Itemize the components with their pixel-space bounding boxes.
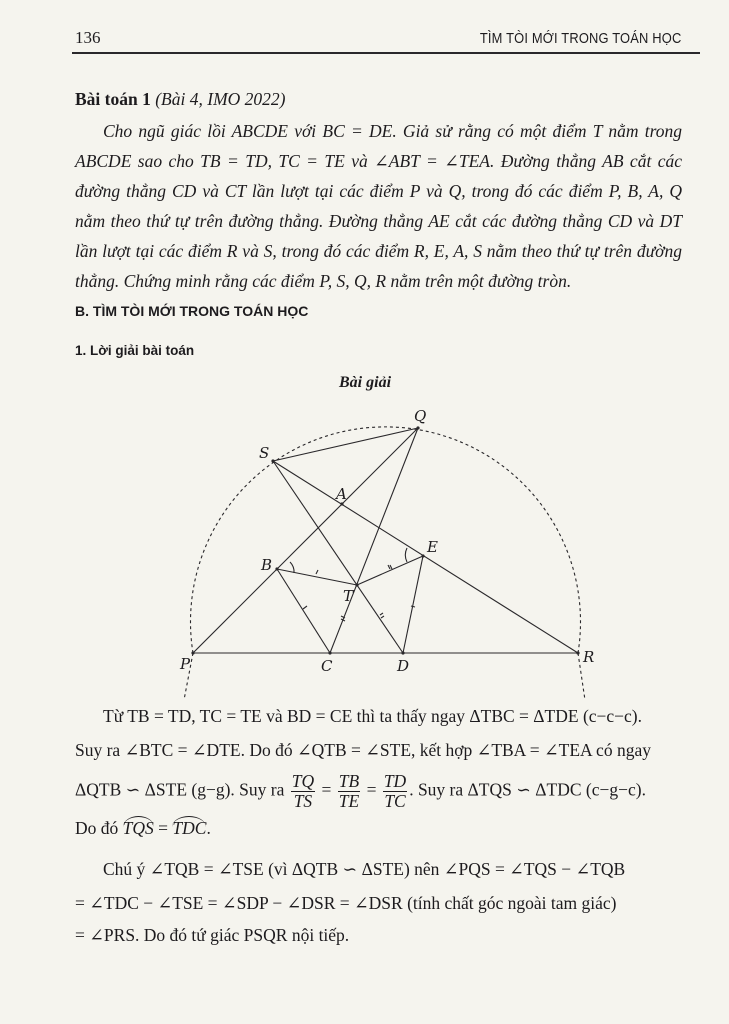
fraction-TB-TE: $\frac{TB}{TE}$ <box>338 771 360 811</box>
line-SR <box>273 461 578 653</box>
subsection-heading: 1. Lời giải bài toán <box>75 343 195 358</box>
solution-line-1: Từ TB = TD, TC = TE và BD = CE thì ta thấy ngay ΔTBC = ΔTDE (c−c−c). <box>103 706 643 726</box>
solution-line-7: = ∠PRS. Do đó tứ giác PSQR nội tiếp. <box>75 925 350 945</box>
segment-BC <box>277 569 330 653</box>
solution-line-6: = ∠TDC − ∠TSE = ∠SDP − ∠DSR = ∠DSR (tính chất góc ngoài tam giác) <box>75 893 617 913</box>
solution-line-4 <box>75 818 682 839</box>
label-E: E <box>427 538 438 556</box>
equals-sign: = <box>366 779 377 800</box>
segment-SQ <box>273 428 418 461</box>
equals-sign: = <box>321 779 332 800</box>
do-do-text: Do đó <box>75 818 119 838</box>
label-S: S <box>259 444 270 462</box>
label-B: B <box>261 556 273 574</box>
label-T: T <box>343 587 354 605</box>
label-P: P <box>180 655 191 673</box>
running-title: TÌM TÒI MỚI TRONG TOÁN HỌC <box>479 30 681 47</box>
label-R: R <box>583 648 595 666</box>
arc-TQS: TQS <box>122 818 154 838</box>
solution-line-3 <box>75 772 682 811</box>
problem-title: Bài toán 1 <box>75 89 151 109</box>
section-heading: B. TÌM TÒI MỚI TRONG TOÁN HỌC <box>75 303 309 319</box>
label-D: D <box>397 657 410 675</box>
problem-source: (Bài 4, IMO 2022) <box>155 89 286 109</box>
label-C: C <box>321 657 333 675</box>
fraction-TQ-TS: $\frac{TQ}{TS}$ <box>291 771 315 811</box>
solution-title: Bài giải <box>339 374 392 391</box>
solution-line-3-start: ΔQTB ∽ ΔSTE (g−g). Suy ra <box>75 779 285 800</box>
solution-line-3-end: . Suy ra ΔTQS ∽ ΔTDC (c−g−c). <box>409 779 646 800</box>
label-A: A <box>336 485 347 503</box>
circumcircle-arc-lower <box>184 653 585 700</box>
period: . <box>206 818 211 838</box>
segment-TE <box>357 556 423 585</box>
label-Q: Q <box>414 407 427 425</box>
equals-sign: = <box>153 818 173 838</box>
problem-statement: Cho ngũ giác lồi ABCDE với BC = DE. Giả sử rằng có một điểm T nằm trong ABCDE sao cho TB = TD, TC = TE và ∠ABT = ∠TEA. Đường thẳng AB cắt các đường thẳng CD và CT lần lượt tại các điểm P và Q, trong đó các điểm P, B, A, Q nằm theo thứ tự trên đường thẳng. Đường thẳng AE cắt các đường thẳng CD và DT lần lượt tại các điểm R và S, trong đó các điểm R, E, A, S nằm theo thứ tự trên đường thẳng. Chứng minh rằng các điểm P, S, Q, R nằm trên một đường tròn. <box>75 121 682 291</box>
solution-line-5: Chú ý ∠TQB = ∠TSE (vì ΔQTB ∽ ΔSTE) nên ∠PQS = ∠TQS − ∠TQB <box>103 859 626 879</box>
line-PQ <box>193 428 418 653</box>
equal-tick-marks <box>303 565 415 621</box>
page-number: 136 <box>75 28 101 47</box>
line-QC <box>330 428 418 653</box>
fraction-TD-TC: $\frac{TD}{TC}$ <box>383 771 407 811</box>
segment-ED <box>403 556 423 653</box>
arc-TDC: TDC <box>172 818 207 838</box>
solution-line-2: Suy ra ∠BTC = ∠DTE. Do đó ∠QTB = ∠STE, kết hợp ∠TBA = ∠TEA có ngay <box>75 740 651 760</box>
angle-mark-E <box>405 548 407 562</box>
